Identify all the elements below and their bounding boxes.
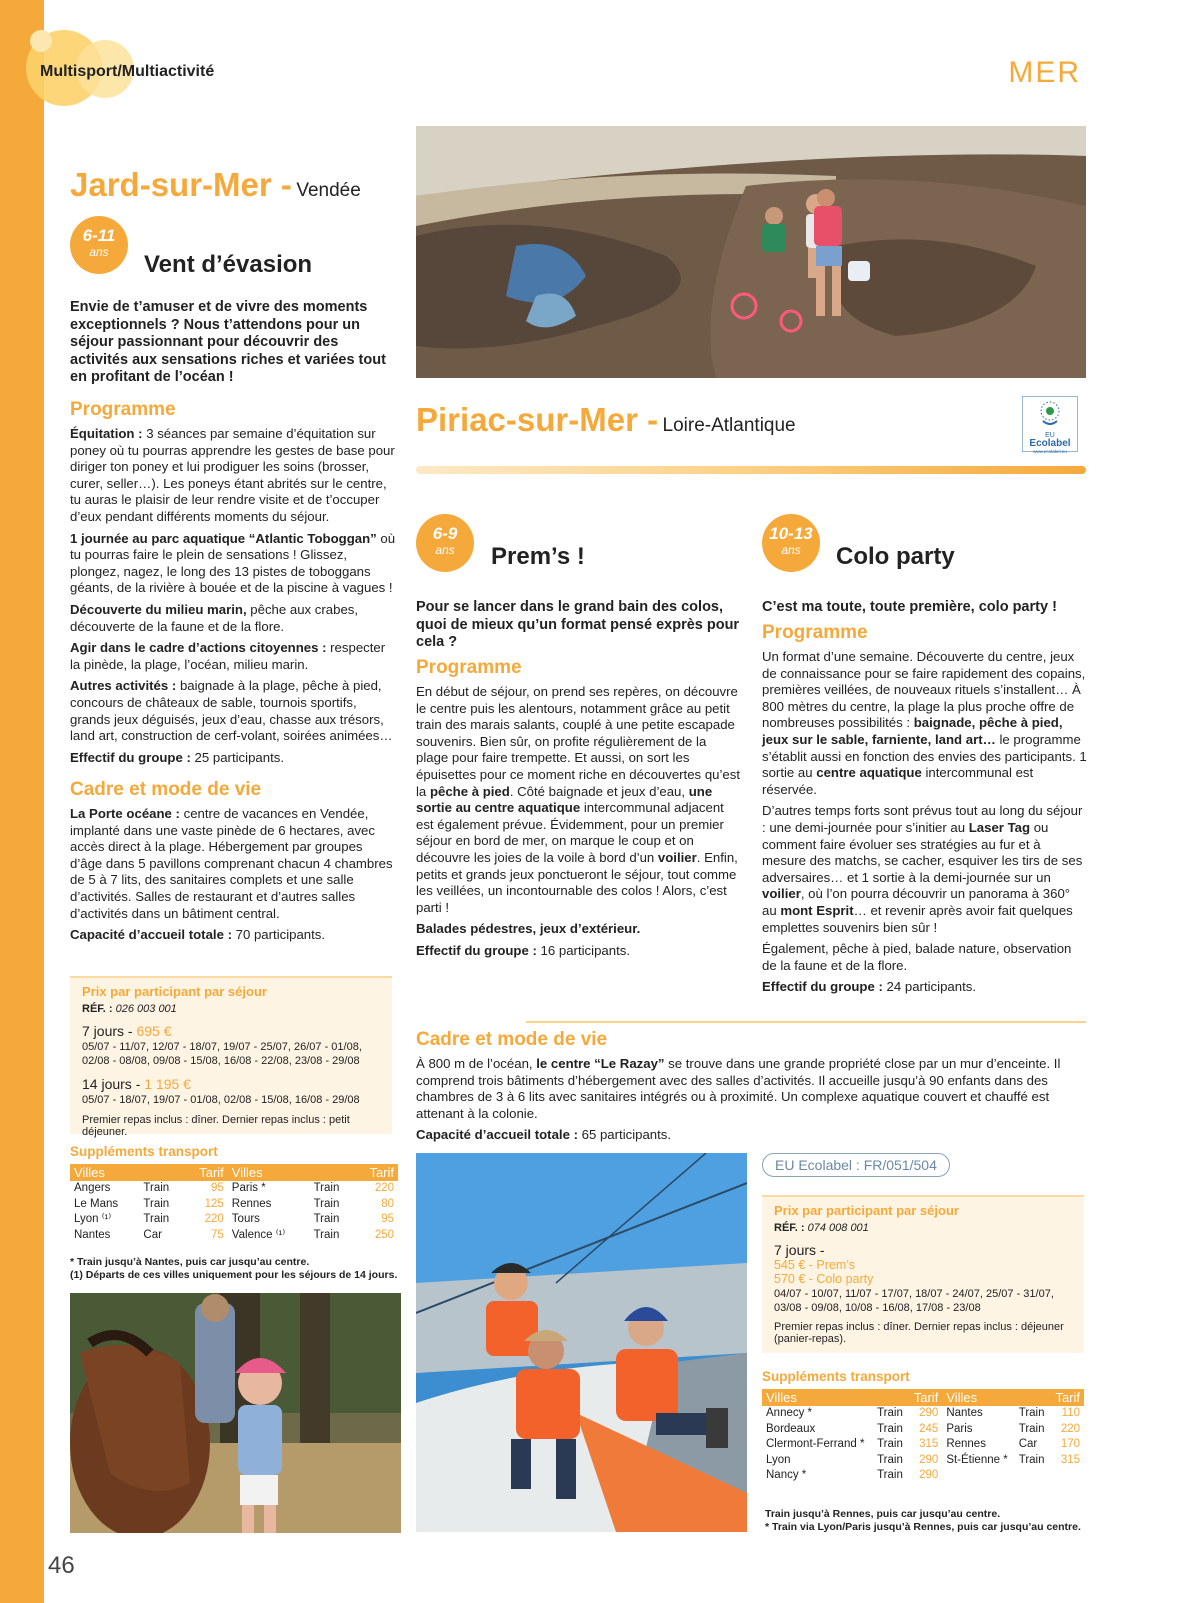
piriac-transport-table [762,1389,1084,1484]
cell-price: 80 [381,1197,394,1210]
cell-price: 290 [919,1453,939,1466]
cell-city: Nantes [946,1407,983,1419]
age-range: 6-9 [432,524,458,543]
age-word: ans [89,245,109,259]
duration-label: 14 jours - [82,1076,141,1092]
cell-price: 315 [1060,1453,1080,1466]
table-row [762,1453,1084,1469]
paragraph: Capacité d’accueil totale : 70 participants. [70,927,326,943]
cell-price: 75 [211,1228,224,1241]
prems-balades: Balades pédestres, jeux d’extérieur. [416,921,641,937]
table-row [70,1181,398,1197]
cell-price: 170 [1060,1438,1080,1450]
cell-price: 245 [919,1422,939,1435]
colo-effectif: Effectif du groupe : 24 participants. [762,979,976,995]
cell-price: 95 [381,1213,394,1225]
colo-programme-heading: Programme [762,622,868,643]
cell-mode: Train [313,1228,340,1241]
cell-mode: Car [143,1228,162,1241]
cell-mode: Train [877,1438,903,1450]
jard-title [70,166,361,204]
cell-city: St-Étienne * [946,1453,1008,1466]
cell-mode: Train [877,1469,903,1481]
piriac-transport-title: Suppléments transport [762,1369,910,1384]
price-prems: 545 € - Prem’s [774,1258,856,1272]
duration-price: 695 € [136,1023,172,1039]
cell-price: 315 [919,1438,939,1450]
cell-city: Bordeaux [766,1422,816,1435]
cell-city: Valence ⁽¹⁾ [231,1228,286,1241]
age-range: 10-13 [769,524,813,543]
prems-title: Prem’s ! [491,543,585,570]
table-row [70,1228,398,1244]
col-tarif: Tarif [1050,1389,1084,1406]
col-tarif: Tarif [908,1389,942,1406]
paragraph: Autres activités : baignade à la plage, pêche à pied, concours de châteaux de sable, tournois sportifs, grands jeux déguisés, jeux d’eau, chasse aux trésors, land art, construction de cerf-volant, soirées animées… [70,678,393,744]
table-row [70,1212,398,1228]
page-number: 46 [48,1552,75,1579]
cell-mode: Train [877,1422,903,1435]
cell-city: Rennes [946,1438,986,1450]
age-range: 6-11 [82,226,116,245]
piriac-cadre: À 800 m de l’océan, le centre “Le Razay” se trouve dans une grande propriété close par un mur d’enceinte. Il comprend trois bâtiments d’hébergement avec des salles d’activités. Il accueille jusqu’à 90 enfants dans des chambres de 3 à 6 lits avec sanitaires intégrés ou à proximité. Un complexe aquatique couvert et chauffé est attenant à la colonie. Capacité d’accueil totale : 65 participants. [416,1056,1081,1149]
cell-city: Nancy * [766,1469,807,1481]
duration-price: 1 195 € [144,1076,191,1092]
price-note: Premier repas inclus : dîner. Dernier repas inclus : petit déjeuner. [82,1113,350,1138]
cell-price: 220 [374,1182,394,1194]
cell-mode: Train [877,1407,903,1419]
cell-mode: Train [143,1213,170,1225]
ref-value: 026 003 001 [115,1003,177,1015]
col-tarif: Tarif [184,1164,227,1181]
cell-city: Angers [74,1182,111,1194]
jard-transport-footnotes [70,1256,400,1282]
paragraph: Découverte du milieu marin, pêche aux crabes, découverte de la faune et de la flore. [70,601,359,634]
cell-city: Nantes [74,1228,111,1241]
price-note: Premier repas inclus : dîner. Dernier repas inclus : déjeuner (panier-repas). [774,1321,1064,1345]
cell-price: 125 [204,1197,224,1210]
price-ref [82,1003,382,1015]
price-dates-7: 05/07 - 11/07, 12/07 - 18/07, 19/07 - 25/07, 26/07 - 01/08, 02/08 - 08/08, 09/08 - 15/08, 16/08 - 22/08, 23/08 - 29/08 [82,1041,362,1067]
footnote: * Train via Lyon/Paris jusqu’à Rennes, puis car jusqu’au centre. [765,1521,1081,1533]
decor-circle [30,30,52,52]
footnote: * Train jusqu’à Nantes, puis car jusqu’au centre. [70,1256,310,1268]
cell-mode [1015,1468,1050,1484]
cell-price: 250 [374,1228,394,1241]
table-row [762,1468,1084,1484]
duration-label: 7 jours - [82,1023,133,1039]
jard-stay-title: Vent d’évasion [144,251,313,278]
cell-price: 220 [204,1213,224,1225]
piriac-capacite: Capacité d’accueil totale : 65 participants. [416,1127,672,1143]
piriac-region: Loire-Atlantique [662,415,796,436]
ref-value: 074 008 001 [807,1222,869,1234]
paragraph: Équitation : 3 séances par semaine d’équitation sur poney où tu pourras apprendre les gestes de base pour diriger ton poney et lui prodiguer les soins (brosser, curer, seller…). Les poneys étant abrités sur le centre, tu auras le plaisir de leur rendre visite et de t’occuper d’eux pendant différents moments du séjour. [70,426,395,524]
piriac-city: Piriac-sur-Mer - [416,401,659,438]
cell-mode: Train [313,1213,340,1225]
paragraph: Agir dans le cadre d’actions citoyennes : respecter la pinède, la plage, l’océan, milieu marin. [70,640,386,672]
cell-city: Lyon [766,1453,791,1466]
price-colo: 570 € - Colo party [774,1272,874,1286]
ecolabel-name: Ecolabel [1029,438,1071,449]
prems-programme-text: En début de séjour, on prend ses repères, on découvre le centre puis les alentours, notamment grâce au petit train des marais salants, couplé à une petite escapade souvenirs. Bien sûr, on profite régulièrement de la plage pour faire trempette. Et aussi, on sort les épuisettes pour ce moment riche en découvertes qu’est la pêche à pied. Côté baignade et jeux d’eau, une sortie au centre aquatique intercommunal adjacent est également prévue. Évidemment, pour un premier séjour en bord de mer, on marque le coup et on découvre les joies de la voile à bord d’un voilier. Enfin, petits et grands jeux ponctueront le séjour, tout comme les veillées, un incontournable des colos ! Alors, c’est parti ! [416,684,741,915]
price-ref [774,1222,1074,1234]
colo-intro: C’est ma toute, toute première, colo party ! [762,599,1057,615]
jard-cadre [70,806,396,949]
divider [526,1021,1086,1023]
table-row [762,1437,1084,1453]
jard-price-box [70,976,392,1138]
paragraph: La Porte océane : centre de vacances en Vendée, implanté dans une vaste pinède de 6 hectares, avec accès direct à la plage. Hébergement par groupes d’âge dans 5 pavillons comprenant chacun 4 chambres de 5 à 7 lits, des sanitaires complets et une salle d’activités. Salles de restaurant et d’autres salles d’activités dans un bâtiment central. [70,806,393,921]
colo-title: Colo party [836,543,955,570]
jard-transport-table [70,1164,398,1243]
ecolabel-logo [1022,396,1078,452]
cell-mode: Train [143,1197,170,1210]
photo-rocks-beach [416,126,1086,378]
cell-mode: Train [1018,1407,1045,1419]
cell-city: Tours [231,1213,260,1225]
colo-para: D’autres temps forts sont prévus tout au long du séjour : une demi-journée pour s’initier au Laser Tag ou comment faire évoluer ses stratégies au fur et à mesure des matchs, se cacher, esquiver les tirs de ses adversaires… et 1 sortie à la demi-journée sur un voilier, où l’on pourra découvrir un panorama à 360° au mont Esprit… et revenir après avoir fait quelques emplettes souvenirs bien sûr ! [762,803,1083,935]
cell-city: Rennes [231,1197,272,1210]
age-word: ans [435,543,455,557]
jard-city: Jard-sur-Mer - [70,166,292,203]
col-tarif: Tarif [355,1164,398,1181]
paragraph: 1 journée au parc aquatique “Atlantic Toboggan” où tu pourras faire le plein de sensations ! Glissez, plongez, nagez, le long des 13 pistes de toboggans géants, de la rivière à bouée et de la piscine à vagues ! [70,530,396,596]
piriac-cadre-heading: Cadre et mode de vie [416,1029,608,1050]
cell-price: 110 [1061,1407,1080,1419]
footnote: Train jusqu’à Rennes, puis car jusqu’au centre. [765,1508,1001,1520]
gradient-divider [416,466,1086,474]
colo-age-badge [762,514,820,572]
colo-para: Également, pêche à pied, balade nature, observation de la faune et de la flore. [762,941,1072,973]
table-row [762,1406,1084,1422]
piriac-price-box [762,1195,1084,1353]
table-row [762,1422,1084,1438]
cell-city: Paris [946,1422,973,1435]
cell-city: Le Mans [74,1197,119,1210]
price-duration-7 [82,1023,382,1039]
prems-intro: Pour se lancer dans le grand bain des colos, quoi de mieux qu’un format pensé exprès pour cela ? [416,599,740,650]
ref-label: RÉF. : [774,1222,805,1234]
cell-city: Lyon ⁽¹⁾ [74,1213,112,1225]
ref-label: RÉF. : [82,1003,113,1015]
ecolabel-url: www.ecolabel.eu [1033,449,1067,454]
theme-label: MER [1008,56,1081,89]
col-villes: Villes [762,1389,873,1406]
jard-cadre-heading: Cadre et mode de vie [70,779,262,800]
cell-price: 220 [1060,1422,1080,1435]
cell-mode: Train [313,1197,340,1210]
photo-horse [70,1293,401,1533]
price-dates-7: 04/07 - 10/07, 11/07 - 17/07, 18/07 - 24/07, 25/07 - 31/07, 03/08 - 09/08, 10/08 - 16/08, 17/08 - 23/08 [774,1288,1054,1314]
col-villes: Villes [70,1164,139,1181]
jard-region: Vendée [296,180,361,201]
price-title: Prix par participant par séjour [774,1203,959,1218]
cell-city: Clermont-Ferrand * [766,1438,865,1450]
price-duration-7: 7 jours - [774,1242,825,1258]
ecolabel-flower-icon [1023,397,1077,427]
price-title: Prix par participant par séjour [82,984,267,999]
cell-city: Paris * [231,1182,266,1194]
prems-effectif: Effectif du groupe : 16 participants. [416,942,630,958]
cell-mode: Train [1018,1422,1045,1435]
age-word: ans [781,543,801,557]
cell-mode: Train [1018,1453,1045,1466]
cell-mode: Train [313,1182,340,1194]
price-dates-14: 05/07 - 18/07, 19/07 - 01/08, 02/08 - 15/08, 16/08 - 29/08 [82,1094,360,1106]
ecolabel-eu: EU [1045,432,1055,439]
cell-city: Annecy * [766,1407,813,1419]
jard-age-badge [70,216,128,274]
cell-mode: Train [143,1182,170,1194]
col-villes: Villes [228,1164,310,1181]
cell-city [942,1468,1014,1484]
colo-programme [762,649,1087,1001]
colo-para: Un format d’une semaine. Découverte du centre, jeux de connaissance pour se faire rapidement des copains, premières veillées, de nouveaux rituels s’installent… À 800 mètres du centre, la plage la plus proche offre de nombreuses possibilités : baignade, pêche à pied, jeux sur le sable, farniente, land art… le programme s’établit aussi en fonction des envies des participants. 1 sortie au centre aquatique intercommunal est réservée. [762,649,1087,797]
eu-ecolabel-number: EU Ecolabel : FR/051/504 [762,1153,950,1177]
photo-sailboat [416,1153,747,1532]
jard-programme-heading: Programme [70,399,176,420]
cell-price: 290 [919,1407,939,1419]
prems-programme [416,684,741,965]
cell-mode: Train [877,1453,903,1466]
price-duration-14 [82,1076,382,1092]
jard-intro: Envie de t’amuser et de vivre des moments exceptionnels ? Nous t’attendons pour un séjour passionnant pour découvrir des activités aux sensations riches et variées tout en profitant de l’océan ! [70,299,386,385]
paragraph: Effectif du groupe : 25 participants. [70,749,284,765]
footnote: (1) Départs de ces villes uniquement pour les séjours de 14 jours. [70,1269,398,1281]
cell-price: 290 [919,1469,939,1481]
col-villes: Villes [942,1389,1014,1406]
prems-programme-heading: Programme [416,657,522,678]
cell-mode: Car [1018,1438,1038,1450]
section-label: Multisport/Multiactivité [40,63,215,80]
piriac-title [416,401,796,439]
jard-transport-title: Suppléments transport [70,1144,218,1159]
cell-price: 95 [211,1182,224,1194]
cell-price [1050,1468,1084,1484]
jard-programme [70,426,396,771]
prems-age-badge [416,514,474,572]
piriac-transport-footnotes [765,1508,1085,1534]
table-row [70,1197,398,1213]
left-color-bar [0,0,44,1603]
